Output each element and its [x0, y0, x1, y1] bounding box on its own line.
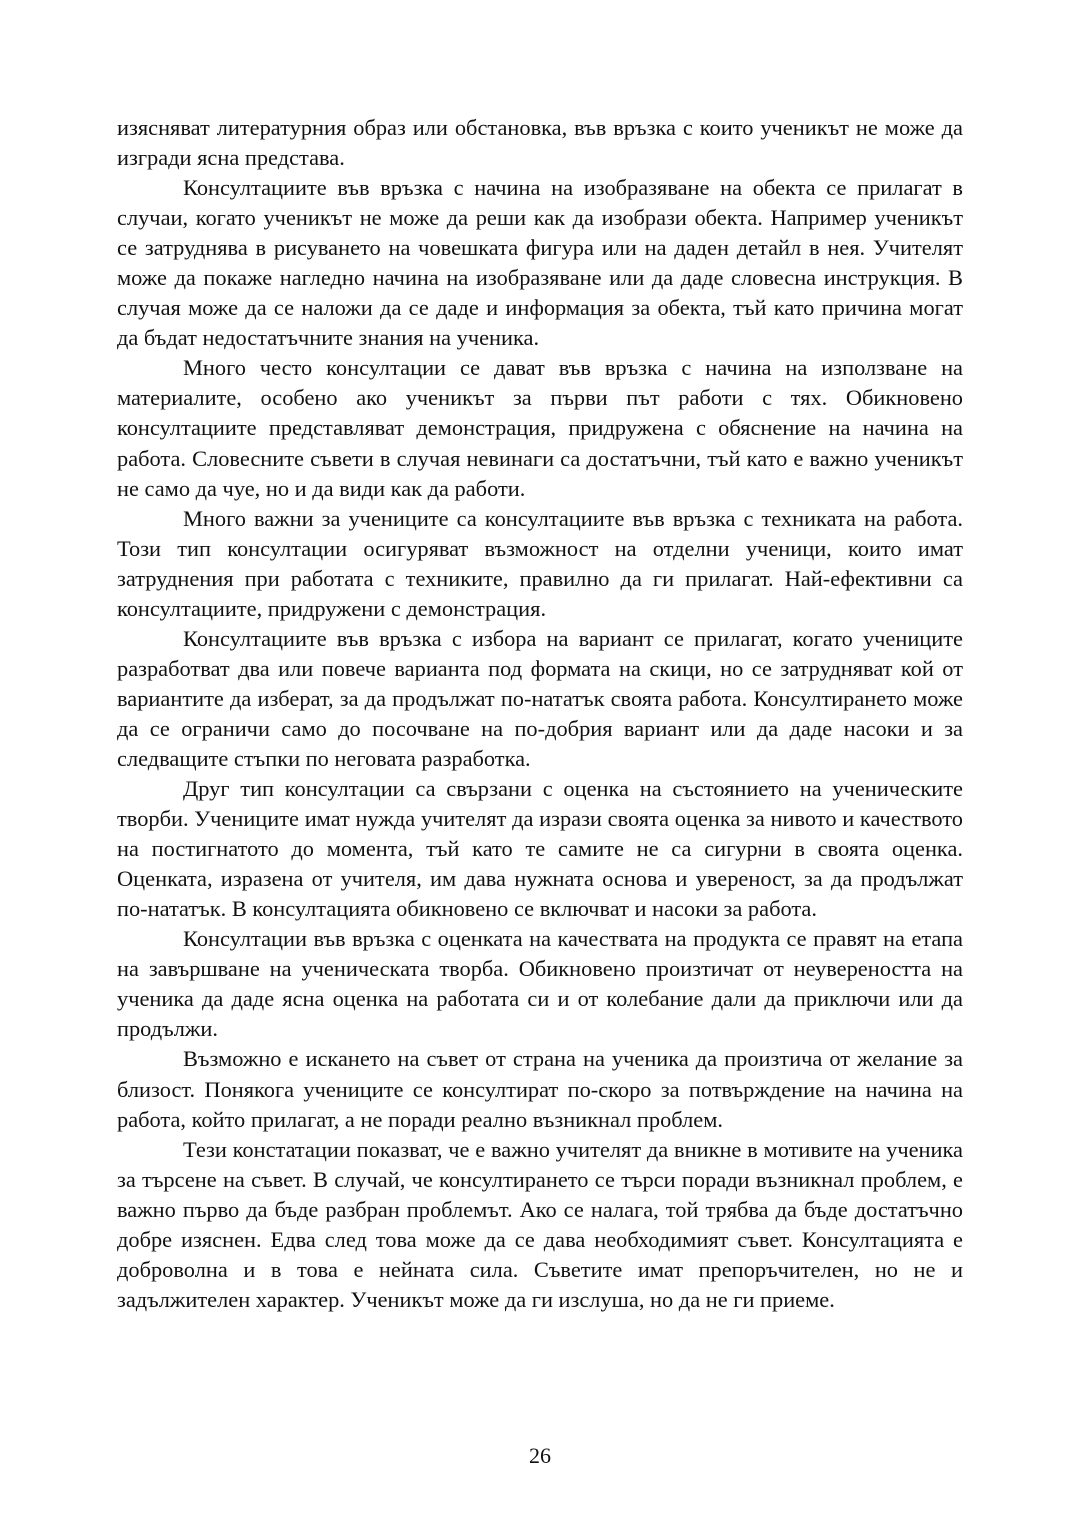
paragraph-8: Възможно е искането на съвет от страна на ученика да произтича от желание за близост. Понякога учениците се консултират по-скоро за потвърждение на начина на работа, който прилагат, а не поради реално възникнал проблем.: [117, 1046, 963, 1132]
paragraph-6: Друг тип консултации са свързани с оценка на състоянието на ученическите творби. Учениците имат нужда учителят да изрази своята оценка за нивото и качеството на постигнатото до момента, тъй като те самите не са сигурни в своята оценка. Оценката, изразена от учителя, им дава нужната основа и увереност, за да продължат по-нататък. В консултацията обикновено се включват и насоки за работа.: [117, 776, 963, 922]
paragraph-3: Много често консултации се дават във връзка с начина на използване на материалите, особено ако ученикът за първи път работи с тях. Обикновено консултациите представляват демонстрация, придружена с обяснение на начина на работа. Словесните съвети в случая невинаги са достатъчни, тъй като е важно ученикът не само да чуе, но и да види как да работи.: [117, 355, 963, 501]
page-number: 26: [529, 1443, 551, 1468]
paragraph-9: Тези констатации показват, че е важно учителят да вникне в мотивите на ученика за търсене на съвет. В случай, че консултирането се търси поради възникнал проблем, е важно първо да бъде разбран проблемът. Ако се налага, той трябва да бъде достатъчно добре изяснен. Едва след това може да се дава необходимият съвет. Консултацията е доброволна и в това е нейната сила. Съветите имат препоръчителен, но не и задължителен характер. Ученикът може да ги изслуша, но да не ги приеме.: [117, 1136, 963, 1312]
paragraph-7: Консултации във връзка с оценката на качествата на продукта се правят на етапа на завършване на ученическата творба. Обикновено произтичат от неувереността на ученика да даде ясна оценка на работата си и от колебание дали да приключи или да продължи.: [117, 926, 963, 1042]
paragraph-5: Консултациите във връзка с избора на вариант се прилагат, когато учениците разработват два или повече варианта под формата на скици, но се затрудняват кой от вариантите да изберат, за да продължат по-нататък своята работа. Консултирането може да се ограничи само до посочване на по-добрия вариант или да даде насоки и за следващите стъпки по неговата разработка.: [117, 625, 963, 771]
body-text: [117, 113, 963, 1315]
paragraph-4: Много важни за учениците са консултациите във връзка с техниката на работа. Този тип консултации осигуряват възможност на отделни ученици, които имат затруднения при работата с техниките, правилно да ги прилагат. Най-ефективни са консултациите, придружени с демонстрация.: [117, 505, 963, 621]
paragraph-1: изясняват литературния образ или обстановка, във връзка с които ученикът не може да изгради ясна представа.: [117, 115, 963, 171]
paragraph-2: Консултациите във връзка с начина на изобразяване на обекта се прилагат в случаи, когато ученикът не може да реши как да изобрази обекта. Например ученикът се затруднява в рисуването на човешката фигура или на даден детайл в нея. Учителят може да покаже нагледно начина на изобразяване или да даде словесна инструкция. В случая може да се наложи да се даде и информация за обекта, тъй като причина могат да бъдат недостатъчните знания на ученика.: [117, 175, 963, 351]
